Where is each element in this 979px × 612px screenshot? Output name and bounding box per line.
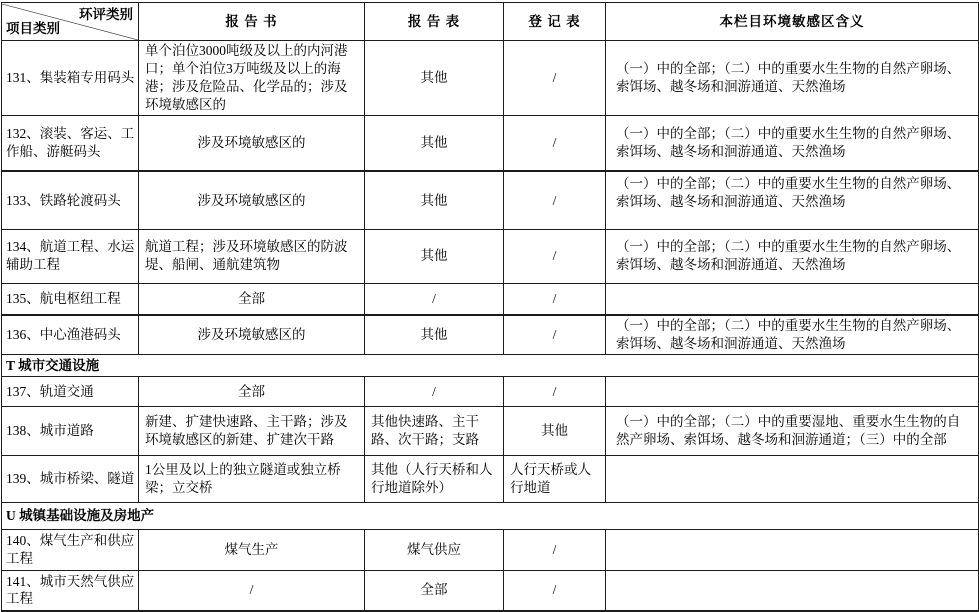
cell-report-book: 涉及环境敏感区的 bbox=[139, 171, 365, 229]
cell-category: 140、煤气生产和供应工程 bbox=[2, 530, 139, 571]
cell-category: 135、航电枢纽工程 bbox=[2, 283, 139, 315]
cell-category: 137、轨道交通 bbox=[2, 377, 139, 407]
section-row-u bbox=[2, 503, 979, 530]
header-assessment-type-label: 环评类别 bbox=[79, 6, 133, 22]
cell-category: 132、滚装、客运、工作船、游艇码头 bbox=[2, 115, 139, 171]
cell-meaning bbox=[606, 377, 979, 407]
table-row-138 bbox=[2, 407, 979, 456]
header-diagonal-cell bbox=[2, 3, 139, 41]
cell-report-form: 煤气供应 bbox=[365, 530, 504, 571]
cell-category: 134、航道工程、水运辅助工程 bbox=[2, 229, 139, 283]
table-row-133 bbox=[2, 171, 979, 229]
cell-report-form: 其他 bbox=[365, 315, 504, 354]
cell-report-book: 1公里及以上的独立隧道或独立桥梁；立交桥 bbox=[139, 456, 365, 503]
cell-report-form: 其他 bbox=[365, 41, 504, 116]
cell-meaning bbox=[606, 283, 979, 315]
cell-report-form: 其他快速路、主干路、次干路；支路 bbox=[365, 407, 504, 456]
cell-meaning: （一）中的全部；（二）中的重要湿地、重要水生生物的自然产卵场、索饵场、越冬场和洄游通道；（三）中的全部 bbox=[606, 407, 979, 456]
cell-report-form: 其他（人行天桥和人行地道除外） bbox=[365, 456, 504, 503]
cell-category: 139、城市桥梁、隧道 bbox=[2, 456, 139, 503]
table-row-131 bbox=[2, 41, 979, 116]
cell-report-form: / bbox=[365, 283, 504, 315]
cell-registration-form: 其他 bbox=[504, 407, 606, 456]
table-row-139 bbox=[2, 456, 979, 503]
table-row-134 bbox=[2, 229, 979, 283]
section-title: U 城镇基础设施及房地产 bbox=[2, 503, 979, 530]
cell-category: 141、城市天然气供应工程 bbox=[2, 571, 139, 611]
cell-report-book: 航道工程；涉及环境敏感区的防波堤、船闸、通航建筑物 bbox=[139, 229, 365, 283]
cell-category: 133、铁路轮渡码头 bbox=[2, 171, 139, 229]
cell-registration-form: / bbox=[504, 229, 606, 283]
section-title: T 城市交通设施 bbox=[2, 355, 979, 377]
cell-report-book: 全部 bbox=[139, 283, 365, 315]
table-row-132 bbox=[2, 115, 979, 171]
header-report-form: 报 告 表 bbox=[365, 3, 504, 41]
cell-report-form: 全部 bbox=[365, 571, 504, 611]
header-registration-form: 登 记 表 bbox=[504, 3, 606, 41]
cell-registration-form: 人行天桥或人行地道 bbox=[504, 456, 606, 503]
cell-meaning: （一）中的全部；（二）中的重要水生生物的自然产卵场、索饵场、越冬场和洄游通道、天然渔场 bbox=[606, 171, 979, 229]
cell-report-book: 全部 bbox=[139, 377, 365, 407]
section-row-t bbox=[2, 355, 979, 377]
cell-registration-form: / bbox=[504, 571, 606, 611]
cell-category: 136、中心渔港码头 bbox=[2, 315, 139, 354]
table-header-row bbox=[2, 3, 979, 41]
diagonal-cell-content bbox=[2, 4, 138, 40]
cell-report-book: 新建、扩建快速路、主干路；涉及环境敏感区的新建、扩建次干路 bbox=[139, 407, 365, 456]
table-row-136 bbox=[2, 315, 979, 354]
cell-category: 131、集装箱专用码头 bbox=[2, 41, 139, 116]
cell-report-form: 其他 bbox=[365, 229, 504, 283]
cell-report-book: 煤气生产 bbox=[139, 530, 365, 571]
cell-meaning bbox=[606, 530, 979, 571]
cell-report-form: 其他 bbox=[365, 115, 504, 171]
cell-registration-form: / bbox=[504, 41, 606, 116]
cell-meaning bbox=[606, 456, 979, 503]
cell-registration-form: / bbox=[504, 283, 606, 315]
cell-category: 138、城市道路 bbox=[2, 407, 139, 456]
table-row-135 bbox=[2, 283, 979, 315]
cell-meaning: （一）中的全部；（二）中的重要水生生物的自然产卵场、索饵场、越冬场和洄游通道、天然渔场 bbox=[606, 315, 979, 354]
cell-report-form: / bbox=[365, 377, 504, 407]
cell-registration-form: / bbox=[504, 377, 606, 407]
header-meaning: 本栏目环境敏感区含义 bbox=[606, 3, 979, 41]
cell-report-form: 其他 bbox=[365, 171, 504, 229]
cell-registration-form: / bbox=[504, 171, 606, 229]
header-project-type-label: 项目类别 bbox=[6, 20, 60, 36]
cell-meaning: （一）中的全部；（二）中的重要水生生物的自然产卵场、索饵场、越冬场和洄游通道、天然渔场 bbox=[606, 41, 979, 116]
header-report-book: 报 告 书 bbox=[139, 3, 365, 41]
cell-report-book: 涉及环境敏感区的 bbox=[139, 315, 365, 354]
classification-table bbox=[1, 2, 979, 612]
cell-registration-form: / bbox=[504, 530, 606, 571]
cell-registration-form: / bbox=[504, 115, 606, 171]
cell-meaning: （一）中的全部；（二）中的重要水生生物的自然产卵场、索饵场、越冬场和洄游通道、天然渔场 bbox=[606, 115, 979, 171]
cell-meaning: （一）中的全部；（二）中的重要水生生物的自然产卵场、索饵场、越冬场和洄游通道、天然渔场 bbox=[606, 229, 979, 283]
table-row-140 bbox=[2, 530, 979, 571]
cell-registration-form: / bbox=[504, 315, 606, 354]
cell-report-book: 单个泊位3000吨级及以上的内河港口；单个泊位3万吨级及以上的海港；涉及危险品、化学品的；涉及环境敏感区的 bbox=[139, 41, 365, 116]
table-row-137 bbox=[2, 377, 979, 407]
cell-report-book: 涉及环境敏感区的 bbox=[139, 115, 365, 171]
cell-report-book: / bbox=[139, 571, 365, 611]
